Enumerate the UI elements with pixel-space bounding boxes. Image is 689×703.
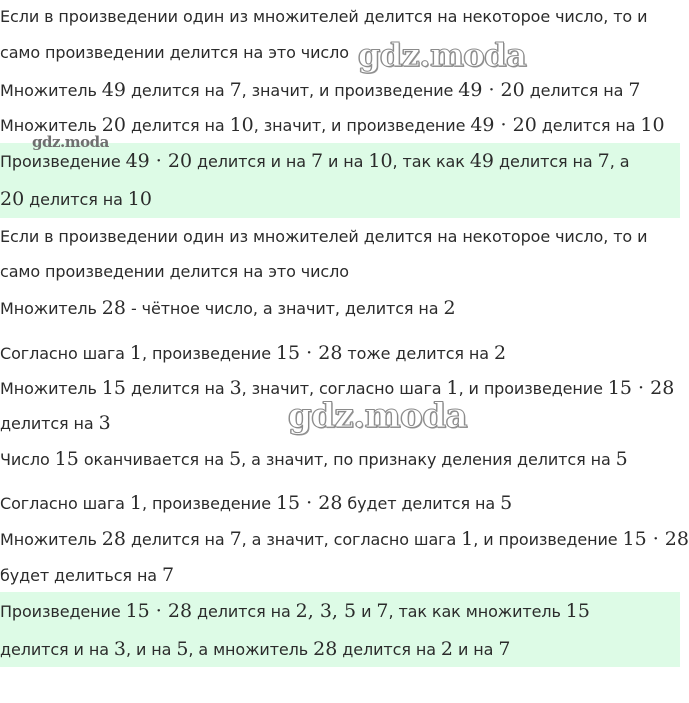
text-fragment: Множитель bbox=[0, 299, 102, 318]
text-fragment: делится на bbox=[125, 116, 230, 135]
math-expression: 3 bbox=[113, 638, 126, 660]
math-expression: 49 · 20 bbox=[125, 150, 193, 172]
text-fragment: , а bbox=[609, 152, 630, 171]
text-line-2 bbox=[0, 43, 680, 63]
math-expression: 10 bbox=[229, 114, 254, 136]
text-line-5 bbox=[0, 151, 680, 172]
math-expression: 10 bbox=[640, 114, 665, 136]
math-expression: 1 bbox=[461, 528, 474, 550]
text-fragment: Если в произведении один из множителей делится на некоторое число, то и bbox=[0, 7, 648, 26]
math-expression: 28 bbox=[101, 528, 126, 550]
text-fragment: и bbox=[356, 602, 377, 621]
math-expression: 10 bbox=[127, 188, 152, 210]
math-expression: 7 bbox=[498, 638, 511, 660]
text-fragment: делится на bbox=[0, 414, 99, 433]
watermark-middle: gdz.moda bbox=[288, 396, 468, 436]
text-fragment: , а множитель bbox=[188, 640, 314, 659]
text-fragment: , произведение bbox=[141, 344, 276, 363]
text-line-18 bbox=[0, 639, 680, 660]
math-expression: 3 bbox=[229, 377, 242, 399]
math-expression: 28 bbox=[313, 638, 338, 660]
math-expression: 10 bbox=[368, 150, 393, 172]
math-expression: 15 bbox=[54, 448, 79, 470]
math-expression: 28 bbox=[101, 297, 126, 319]
text-line-14 bbox=[0, 493, 680, 514]
watermark-top: gdz.moda bbox=[358, 36, 527, 74]
text-fragment: и на bbox=[453, 640, 499, 659]
math-expression: 2 bbox=[443, 297, 456, 319]
text-fragment: Согласно шага bbox=[0, 344, 130, 363]
text-line-13 bbox=[0, 449, 680, 470]
text-line-3 bbox=[0, 80, 680, 101]
text-line-1 bbox=[0, 7, 680, 27]
text-fragment: , а значит, по признаку деления делится на bbox=[241, 450, 616, 469]
text-line-8 bbox=[0, 262, 680, 282]
text-fragment: Множитель bbox=[0, 379, 102, 398]
math-expression: 5 bbox=[176, 638, 189, 660]
math-expression: 20 bbox=[0, 188, 25, 210]
text-fragment: и на bbox=[323, 152, 369, 171]
text-line-9 bbox=[0, 298, 680, 319]
math-expression: 7 bbox=[376, 600, 389, 622]
math-expression: 5 bbox=[229, 448, 242, 470]
text-fragment: - чётное число, а значит, делится на bbox=[125, 299, 444, 318]
text-fragment: Произведение bbox=[0, 602, 126, 621]
math-expression: 1 bbox=[446, 377, 459, 399]
math-expression: 49 · 20 bbox=[458, 79, 525, 101]
math-expression: 1 bbox=[129, 342, 142, 364]
text-fragment: делится на bbox=[337, 640, 441, 659]
math-expression: 1 bbox=[129, 492, 142, 514]
text-fragment: Если в произведении один из множителей делится на некоторое число, то и bbox=[0, 227, 648, 246]
text-fragment: , значит, и произведение bbox=[241, 81, 459, 100]
text-fragment: будет делится на bbox=[342, 494, 501, 513]
text-line-16 bbox=[0, 565, 680, 586]
text-fragment: , значит, и произведение bbox=[253, 116, 471, 135]
math-expression: 7 bbox=[597, 150, 610, 172]
text-fragment: Произведение bbox=[0, 152, 126, 171]
math-expression: 7 bbox=[229, 528, 242, 550]
text-fragment: тоже делится на bbox=[342, 344, 494, 363]
math-expression: 49 bbox=[101, 79, 126, 101]
text-fragment: Согласно шага bbox=[0, 494, 130, 513]
text-fragment: делится на bbox=[494, 152, 598, 171]
text-fragment: делится на bbox=[24, 190, 128, 209]
text-fragment: делится на bbox=[125, 81, 230, 100]
text-fragment: , и на bbox=[126, 640, 177, 659]
text-fragment: само произведении делится на это число bbox=[0, 262, 349, 281]
text-fragment: будет делиться на bbox=[0, 566, 162, 585]
text-fragment: Число bbox=[0, 450, 55, 469]
math-expression: 15 bbox=[565, 600, 590, 622]
math-expression: 7 bbox=[310, 150, 324, 172]
math-expression: 15 bbox=[101, 377, 126, 399]
math-expression: 2, 3, 5 bbox=[295, 600, 357, 622]
text-fragment: Множитель bbox=[0, 116, 102, 135]
math-expression: 15 · 28 bbox=[275, 342, 343, 364]
text-fragment: делится на bbox=[192, 602, 296, 621]
math-expression: 5 bbox=[500, 492, 513, 514]
text-fragment: делится на bbox=[125, 530, 230, 549]
math-expression: 20 bbox=[101, 114, 126, 136]
text-line-6 bbox=[0, 189, 680, 210]
text-fragment: само произведении делится на это число bbox=[0, 43, 349, 62]
text-fragment: делится и на bbox=[192, 152, 311, 171]
text-line-17 bbox=[0, 601, 680, 622]
text-line-15 bbox=[0, 528, 689, 550]
math-expression: 2 bbox=[493, 342, 507, 364]
text-fragment: , и произведение bbox=[458, 379, 608, 398]
math-expression: 15 · 28 bbox=[622, 528, 689, 550]
text-fragment: Множитель bbox=[0, 81, 102, 100]
text-fragment: делится на bbox=[536, 116, 641, 135]
math-expression: 7 bbox=[628, 79, 641, 101]
math-expression: 49 · 20 bbox=[470, 114, 537, 136]
math-expression: 15 · 28 bbox=[275, 492, 343, 514]
text-fragment: , а значит, согласно шага bbox=[241, 530, 462, 549]
math-expression: 49 bbox=[469, 150, 495, 172]
text-fragment: Множитель bbox=[0, 530, 102, 549]
text-line-7 bbox=[0, 227, 680, 247]
math-expression: 5 bbox=[615, 448, 628, 470]
watermark-small: gdz.moda bbox=[32, 133, 109, 151]
text-fragment: , так как bbox=[392, 152, 470, 171]
text-fragment: , и произведение bbox=[473, 530, 623, 549]
text-line-10 bbox=[0, 343, 680, 364]
text-fragment: , произведение bbox=[141, 494, 276, 513]
math-expression: 7 bbox=[162, 564, 175, 586]
text-fragment: делится на bbox=[125, 379, 230, 398]
math-expression: 2 bbox=[440, 638, 453, 660]
text-fragment: делится и на bbox=[0, 640, 114, 659]
math-expression: 15 · 28 bbox=[607, 377, 675, 399]
text-fragment: оканчивается на bbox=[78, 450, 230, 469]
math-expression: 15 · 28 bbox=[125, 600, 193, 622]
text-fragment: делится на bbox=[524, 81, 629, 100]
text-fragment: , так как множитель bbox=[388, 602, 566, 621]
math-expression: 3 bbox=[98, 412, 111, 434]
text-fragment: , значит, согласно шага bbox=[241, 379, 447, 398]
math-expression: 7 bbox=[229, 79, 242, 101]
